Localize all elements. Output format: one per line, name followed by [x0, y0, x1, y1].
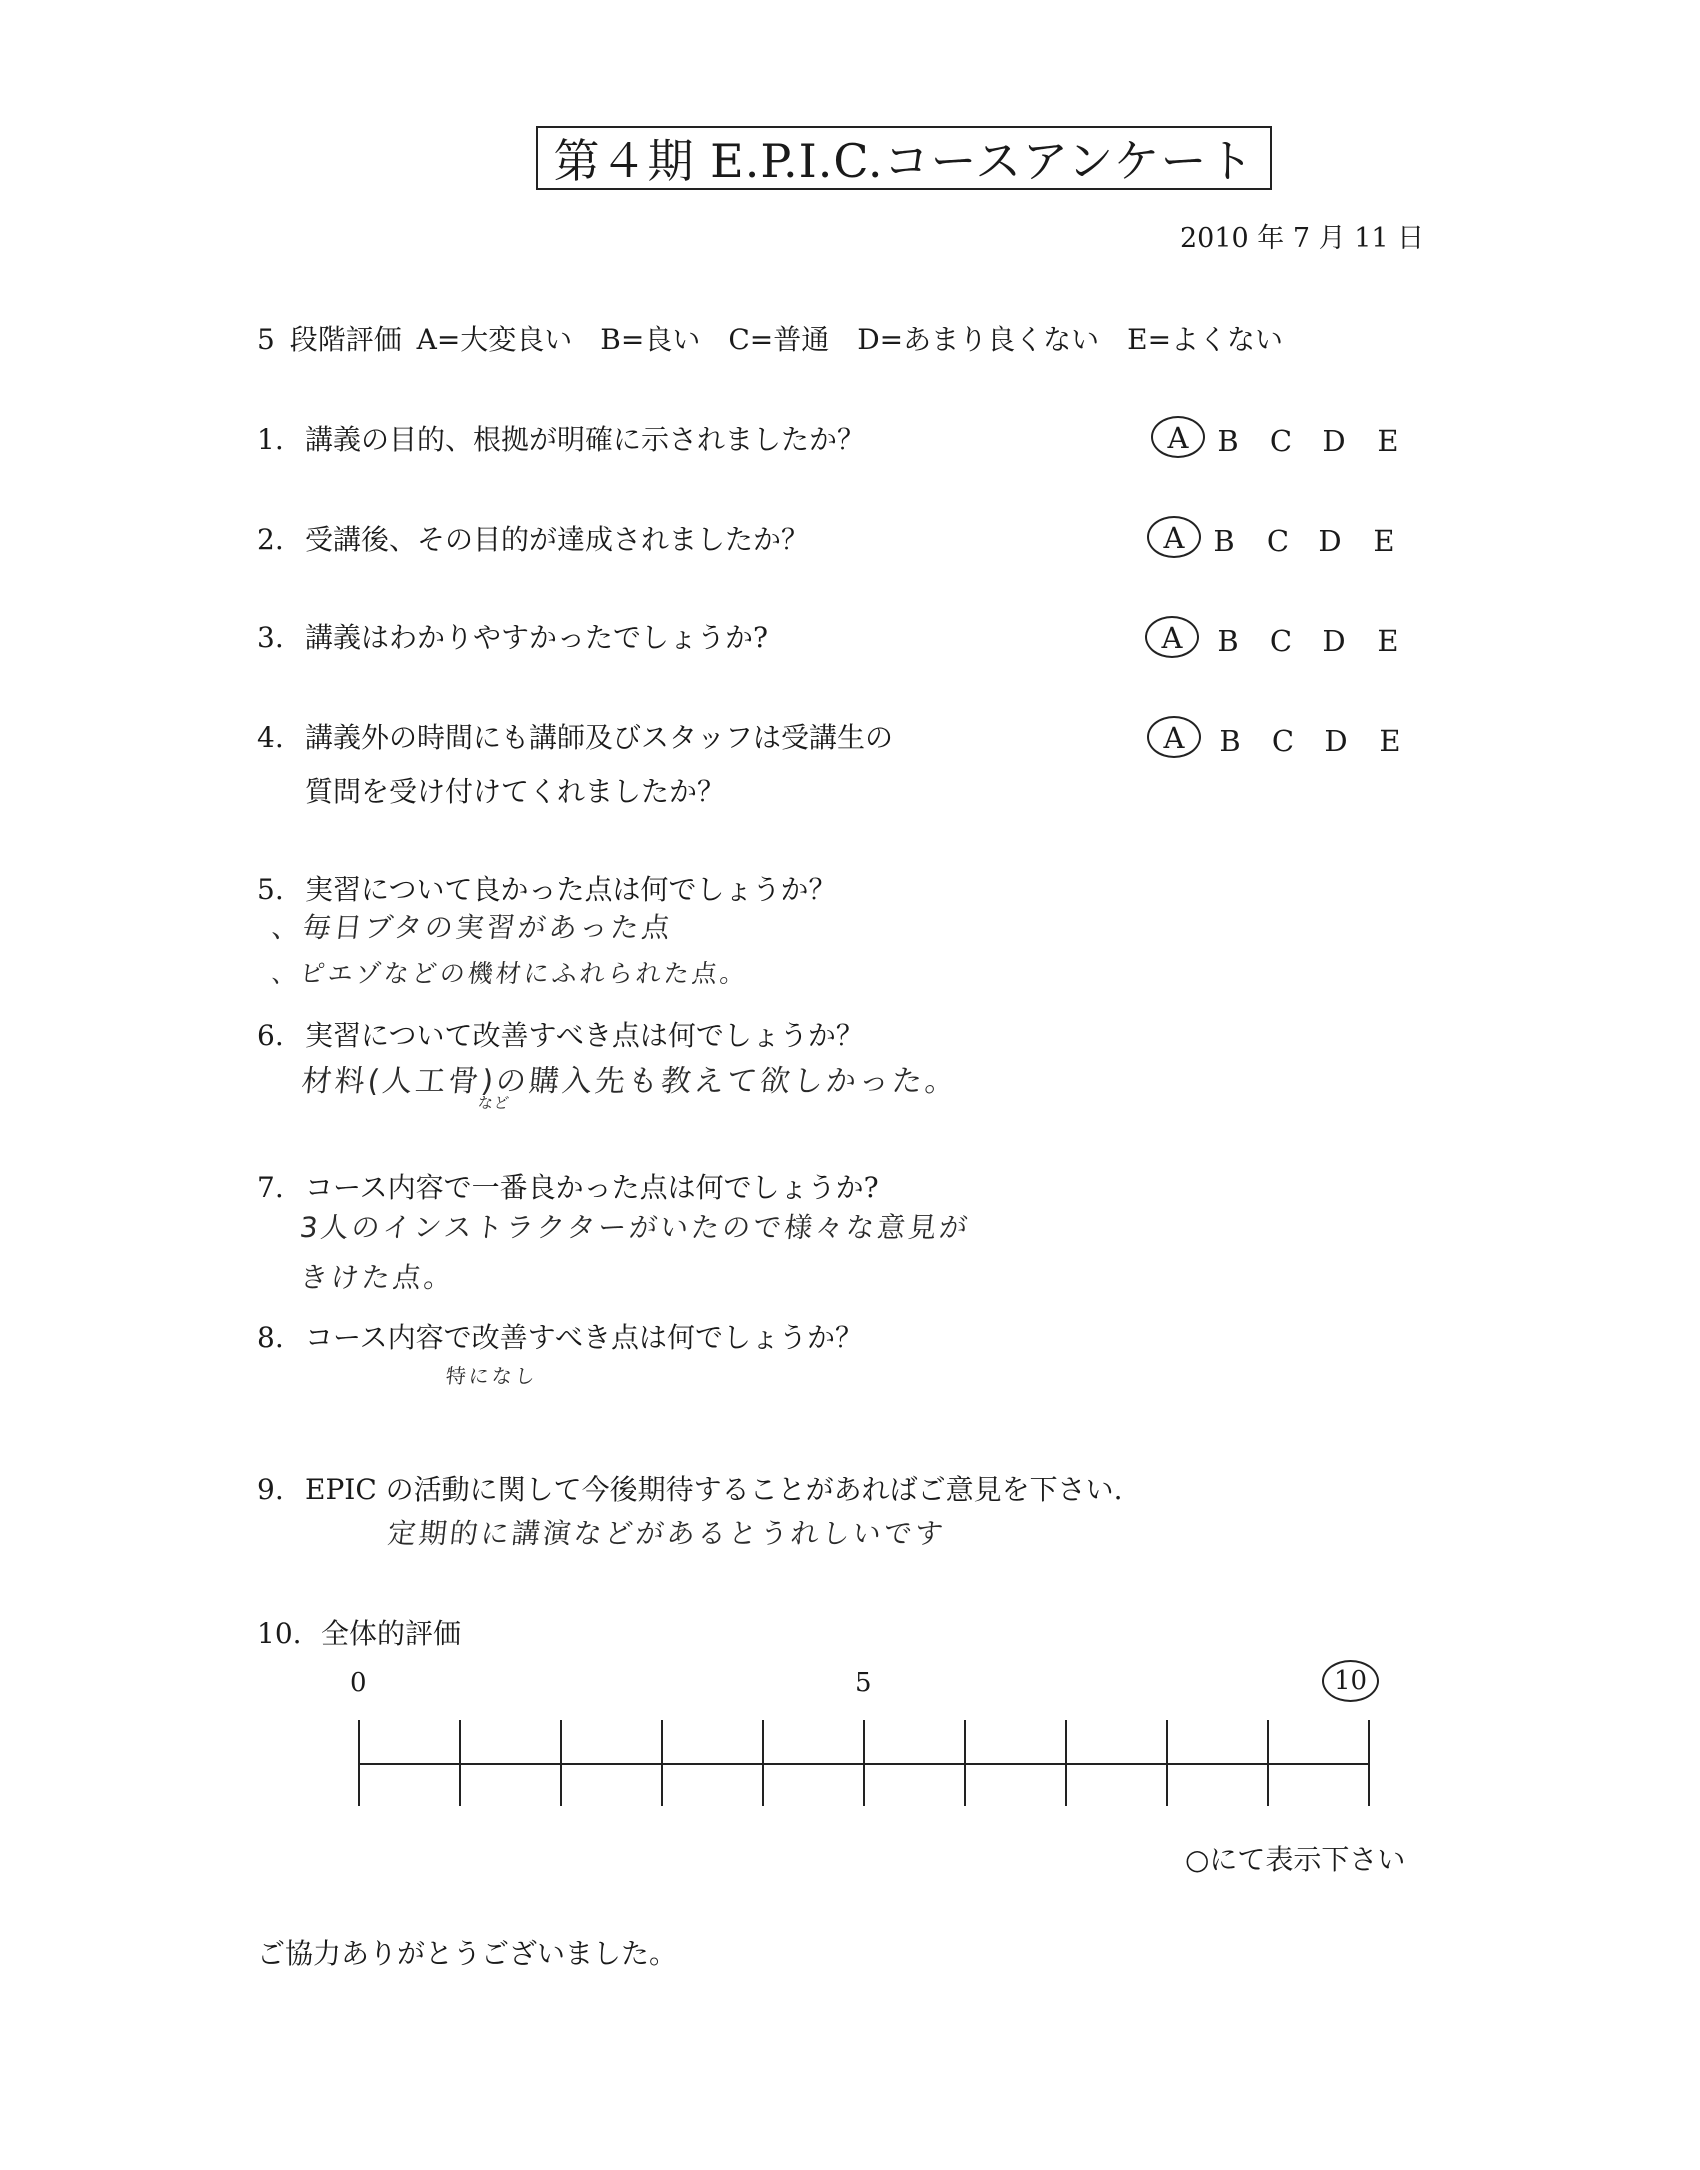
choice-d[interactable]: D — [1324, 724, 1348, 758]
question-8 — [257, 1316, 863, 1356]
question-text: 実習について良かった点は何でしょうか？ — [305, 873, 837, 906]
choice-c[interactable]: C — [1269, 624, 1293, 658]
question-3 — [257, 616, 768, 656]
choice-d[interactable]: D — [1322, 624, 1346, 658]
question-text: 講義はわかりやすかったでしょうか? — [305, 621, 769, 654]
choice-e[interactable]: E — [1373, 524, 1395, 558]
choice-c[interactable]: C — [1269, 424, 1293, 458]
choice-c[interactable]: C — [1266, 524, 1290, 558]
scale-label-max-circled: 10 — [1322, 1660, 1379, 1702]
question-2 — [257, 518, 809, 558]
question-number: 2. — [257, 523, 284, 556]
rating-scale-legend: 5 段階評価 A=大変良い B=良い C=普通 D=あまり良くない E=よくない — [257, 323, 1284, 356]
question-number: 9. — [257, 1473, 284, 1506]
question-10 — [257, 1612, 461, 1652]
scale-instruction: ○にて表示下さい — [1185, 1843, 1406, 1876]
choice-a-circled[interactable]: A — [1147, 716, 1201, 758]
handwritten-answer: 3人のインストラクターがいたので様々な意見が — [298, 1211, 972, 1244]
scale-tick-9[interactable] — [1267, 1720, 1269, 1806]
choice-d[interactable]: D — [1322, 424, 1346, 458]
scale-tick-6[interactable] — [964, 1720, 966, 1806]
handwritten-answer: きけた点。 — [298, 1261, 457, 1294]
question-1 — [257, 418, 865, 458]
choice-b[interactable]: B — [1217, 424, 1239, 458]
overall-rating-scale — [350, 1660, 1450, 1860]
question-1-choices — [1160, 418, 1410, 468]
question-4-choices — [1160, 718, 1410, 768]
handwritten-answer: 材料(人工骨)の購入先も教えて欲しかった。 — [299, 1064, 960, 1099]
scale-label-min: 0 — [350, 1668, 367, 1698]
question-text: コース内容で一番良かった点は何でしょうか? — [305, 1171, 879, 1204]
question-text: 受講後、その目的が達成されましたか？ — [305, 523, 810, 556]
scale-tick-8[interactable] — [1166, 1720, 1168, 1806]
question-text: 講義の目的、根拠が明確に示されましたか？ — [305, 423, 866, 456]
handwritten-answer: 、ピエゾなどの機材にふれられた点。 — [270, 959, 750, 988]
question-text: 全体的評価 — [321, 1617, 462, 1650]
scale-tick-10[interactable] — [1368, 1720, 1370, 1806]
scale-tick-3[interactable] — [661, 1720, 663, 1806]
thank-you-message: ご協力ありがとうございました。 — [257, 1937, 678, 1970]
choice-d[interactable]: D — [1318, 524, 1342, 558]
question-number: 3. — [257, 621, 284, 654]
choice-e[interactable]: E — [1379, 724, 1401, 758]
scale-label-mid: 5 — [855, 1668, 872, 1698]
scale-tick-4[interactable] — [762, 1720, 764, 1806]
question-number: 6. — [257, 1019, 284, 1052]
question-number: 5. — [257, 873, 284, 906]
scale-tick-1[interactable] — [459, 1720, 461, 1806]
handwritten-answer: 定期的に講演などがあるとうれしいです — [386, 1517, 948, 1550]
question-text: EPIC の活動に関して今後期待することがあればご意見を下さい. — [305, 1473, 1123, 1506]
scale-tick-5[interactable] — [863, 1720, 865, 1806]
question-number: 8. — [257, 1321, 284, 1354]
survey-date: 2010 年 7 月 11 日 — [1180, 223, 1425, 254]
question-number: 10. — [257, 1617, 302, 1650]
choice-c[interactable]: C — [1271, 724, 1295, 758]
question-number: 4. — [257, 721, 284, 754]
scale-tick-7[interactable] — [1065, 1720, 1067, 1806]
question-2-choices — [1160, 518, 1410, 568]
question-number: 1. — [257, 423, 284, 456]
question-4-continued: 質問を受け付けてくれましたか？ — [305, 775, 726, 808]
choice-b[interactable]: B — [1217, 624, 1239, 658]
choice-a-circled[interactable]: A — [1147, 516, 1201, 558]
survey-title: 第４期 E.P.I.C.コースアンケート — [536, 126, 1272, 190]
question-9 — [257, 1468, 1123, 1508]
question-6 — [257, 1014, 864, 1054]
question-4 — [257, 716, 893, 756]
choice-a-circled[interactable]: A — [1145, 616, 1199, 658]
question-text: コース内容で改善すべき点は何でしょうか？ — [305, 1321, 864, 1354]
handwritten-answer: 特になし — [444, 1364, 540, 1388]
choice-e[interactable]: E — [1377, 424, 1399, 458]
choice-b[interactable]: B — [1219, 724, 1241, 758]
handwritten-answer: 、毎日ブタの実習があった点 — [270, 911, 675, 944]
question-3-choices — [1160, 618, 1410, 668]
choice-e[interactable]: E — [1377, 624, 1399, 658]
question-7 — [257, 1166, 879, 1206]
choice-b[interactable]: B — [1213, 524, 1235, 558]
question-text: 講義外の時間にも講師及びスタッフは受講生の — [305, 721, 894, 754]
scale-tick-0[interactable] — [358, 1720, 360, 1806]
question-text: 実習について改善すべき点は何でしょうか？ — [305, 1019, 864, 1052]
scale-tick-2[interactable] — [560, 1720, 562, 1806]
handwritten-note: など — [477, 1094, 511, 1112]
question-5 — [257, 868, 836, 908]
choice-a-circled[interactable]: A — [1151, 416, 1205, 458]
question-number: 7. — [257, 1171, 284, 1204]
